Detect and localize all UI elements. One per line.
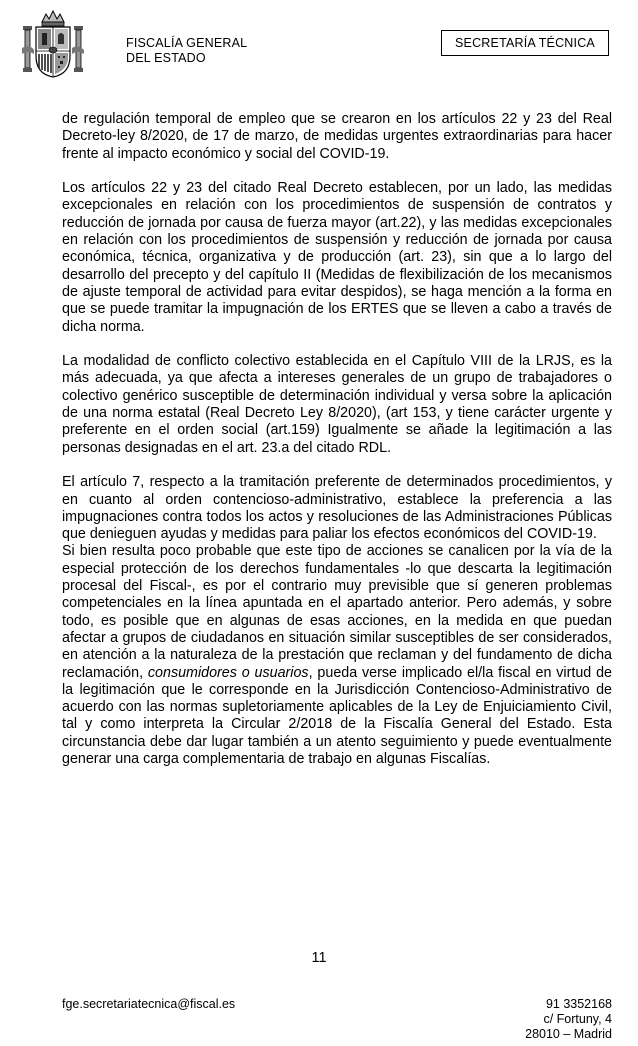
footer-phone: 91 3352168 (545, 997, 612, 1011)
footer-contact (525, 997, 612, 1042)
paragraph-3: La modalidad de conflicto colectivo establecida en el Capítulo VIII de la LRJS, es la más adecuada, ya que afecta a intereses generales de un grupo de trabajadores o colectivo genérico susceptible de determinación individual y versa sobre la aplicación de una norma estatal (Real Decreto Ley 8/2020), (art 153, y tiene carácter urgente y preferente en el orden social (art.159) Igualmente se añade la legitimación a las personas designadas en el art. 23.a del citado RDL. (62, 353, 612, 456)
page-number: 11 (311, 950, 327, 966)
organization-name (126, 36, 247, 66)
document-body (62, 111, 612, 768)
paragraph-5 (62, 543, 612, 768)
footer-address-street: c/ Fortuny, 4 (543, 1012, 612, 1026)
coat-of-arms-icon (20, 8, 86, 80)
paragraph-4: El artículo 7, respecto a la tramitación preferente de determinados procedimientos, y en cuanto al orden contencioso-administrativo, establece la preferencia a las impugnaciones contra todos los actos y resoluciones de las Administraciones Públicas que denieguen ayudas y medidas para paliar los efectos económicos del COVID-19. (62, 474, 612, 543)
org-line-2: DEL ESTADO (126, 51, 206, 65)
department-box: SECRETARÍA TÉCNICA (441, 30, 609, 56)
footer-email: fge.secretariatecnica@fiscal.es (62, 997, 236, 1011)
org-line-1: FISCALÍA GENERAL (126, 36, 248, 50)
paragraph-1: de regulación temporal de empleo que se crearon en los artículos 22 y 23 del Real Decreto-ley 8/2020, de 17 de marzo, de medidas urgentes extraordinarias para hacer frente al impacto económico y social del COVID-19. (62, 111, 612, 162)
paragraph-5-text-b: , pueda verse implicado el/la fiscal en virtud de la legitimación que le corresponde en la Jurisdicción Contencioso-Administrativo de acuerdo con las normas supletoriamente aplicables de la Ley de Enjuiciamiento Civil, tal y como interpreta la Circular 2/2018 de la Fiscalía General del Estado. Esta circunstancia debe dar lugar también a un atento seguimiento y puede eventualmente generar una carga complementaria de trabajo en algunas Fiscalías. (62, 664, 612, 767)
paragraph-2: Los artículos 22 y 23 del citado Real Decreto establecen, por un lado, las medidas excepcionales en relación con los procedimientos de suspensión de contratos y reducción de jornada por causa de fuerza mayor (art.22), y las medidas excepcionales en relación con los procedimientos de suspensión y reducción de jornada por causa económica, técnica, organizativa y de producción (art. 23), sin que a lo largo del desarrollo del precepto y del capítulo II (Medidas de flexibilización de los mecanismos de ajuste temporal de actividad para evitar despidos), se haga mención a la forma en que se puede tramitar la impugnación de los ERTES que se lleven a cabo a través de dicha norma. (62, 180, 612, 335)
footer-address-city: 28010 – Madrid (525, 1027, 612, 1041)
paragraph-5-italic: consumidores o usuarios (147, 664, 309, 681)
paragraph-5-text-a: Si bien resulta poco probable que este tipo de acciones se canalicen por la vía de la especial protección de los derechos fundamentales -lo que descarta la legitimación procesal del Fiscal-, es por el contrario muy previsible que sí generen problemas competenciales en la línea apuntada en el apartado anterior. Pero además, y sobre todo, es posible que en algunas de esas acciones, en la medida en que puedan afectar a grupos de ciudadanos en situación similar susceptibles de ser considerados, en atención a la naturaleza de la prestación que reclaman y del fundamento de dicha reclamación, (62, 543, 612, 681)
